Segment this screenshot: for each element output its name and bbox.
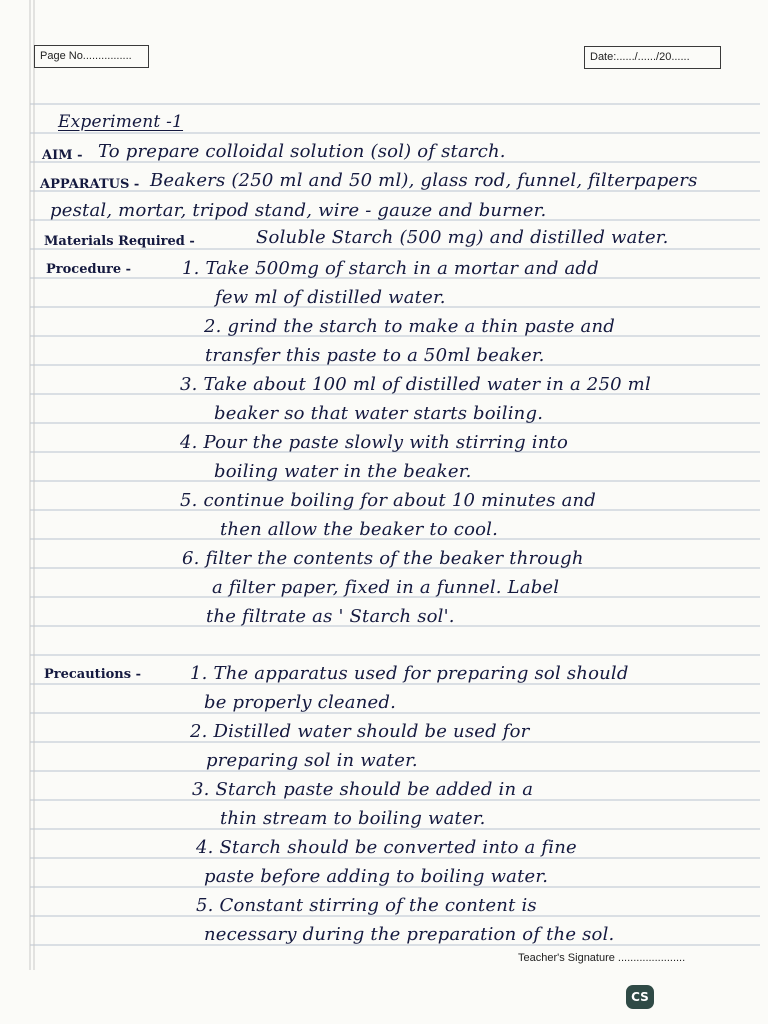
precaution-line: paste before adding to boiling water. [204,866,549,887]
procedure-step-line: boiling water in the beaker. [214,461,472,482]
procedure-step-line: 1. Take 500mg of starch in a mortar and add [182,258,599,279]
procedure-step-line: then allow the beaker to cool. [220,519,499,540]
procedure-label: Procedure - [46,262,132,277]
precaution-line: thin stream to boiling water. [220,808,486,829]
materials-label: Materials Required - [44,234,195,249]
precautions-label: Precautions - [44,667,141,682]
precaution-line: preparing sol in water. [206,750,418,771]
precaution-line: 3. Starch paste should be added in a [192,779,534,800]
precaution-line: be properly cleaned. [204,692,396,713]
apparatus-line: Beakers (250 ml and 50 ml), glass rod, funnel, filterpapers [150,170,698,191]
camscanner-logo-icon: CS [626,985,654,1009]
precaution-line: necessary during the preparation of the sol. [204,924,615,945]
page-number-field: Page No................ [34,45,149,68]
procedure-step-line: beaker so that water starts boiling. [214,403,544,424]
procedure-step-line: 2. grind the starch to make a thin paste and [204,316,615,337]
apparatus-line: pestal, mortar, tripod stand, wire - gauze and burner. [50,200,547,221]
precaution-line: 5. Constant stirring of the content is [196,895,537,916]
apparatus-label: APPARATUS - [40,177,140,192]
procedure-step-line: few ml of distilled water. [215,287,446,308]
procedure-step-line: 6. filter the contents of the beaker through [182,548,584,569]
teacher-signature-field: Teacher's Signature ...................... [518,952,686,964]
aim-label: AIM - [42,148,83,163]
precaution-line: 4. Starch should be converted into a fine [196,837,577,858]
materials-text: Soluble Starch (500 mg) and distilled water. [256,227,669,248]
date-field: Date:....../....../20...... [584,46,721,69]
procedure-step-line: a filter paper, fixed in a funnel. Label [212,577,560,598]
procedure-step-line: 5. continue boiling for about 10 minutes and [180,490,597,511]
precaution-line: 2. Distilled water should be used for [190,721,530,742]
precaution-line: 1. The apparatus used for preparing sol should [190,663,629,684]
procedure-step-line: 3. Take about 100 ml of distilled water in a 250 ml [180,374,651,395]
experiment-title: Experiment -1 [58,112,184,132]
procedure-step-line: 4. Pour the paste slowly with stirring into [180,432,568,453]
aim-text: To prepare colloidal solution (sol) of starch. [98,141,506,162]
procedure-step-line: the filtrate as ' Starch sol'. [206,606,455,627]
procedure-step-line: transfer this paste to a 50ml beaker. [205,345,545,366]
